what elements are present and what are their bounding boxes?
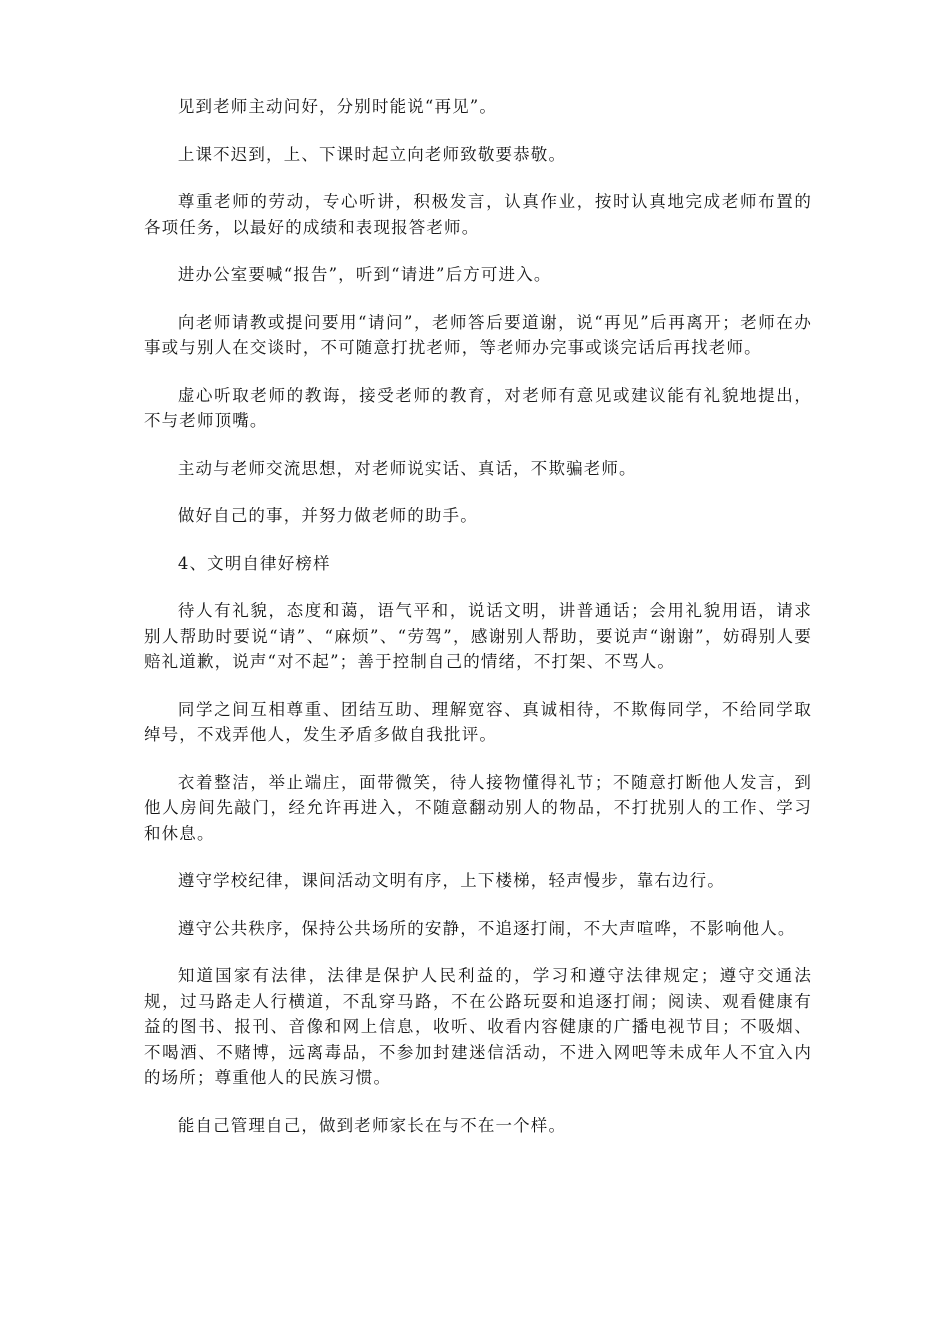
paragraph-communicate: 主动与老师交流思想，对老师说实话、真话，不欺骗老师。 bbox=[177, 458, 637, 478]
paragraph-asking-questions: 向老师请教或提问要用“请问”，老师答后要道谢，说“再见”后再离开；老师在办事或与别人在交谈时，不可随意打扰老师，等老师办完事或谈完话后再找老师。 bbox=[144, 312, 812, 357]
paragraph-law: 知道国家有法律，法律是保护人民利益的，学习和遵守法律规定；遵守交通法规，过马路走人行横道，不乱穿马路，不在公路玩耍和追逐打闹；阅读、观看健康有益的图书、报刊、音像和网上信息，收听、收看内容健康的广播电视节目；不吸烟、不喝酒、不赌博，远离毒品，不参加封建迷信活动，不进入网吧等未成年人不宜入内的场所；尊重他人的民族习惯。 bbox=[144, 966, 812, 1087]
paragraph-be-helper: 做好自己的事，并努力做老师的助手。 bbox=[177, 506, 478, 525]
paragraph-school-discipline: 遵守学校纪律，课间活动文明有序，上下楼梯，轻声慢步，靠右边行。 bbox=[177, 871, 725, 890]
paragraph-respect-work: 尊重老师的劳动，专心听讲，积极发言，认真作业，按时认真地完成老师布置的各项任务，以最好的成绩和表现报答老师。 bbox=[144, 192, 812, 237]
paragraph-classmates: 同学之间互相尊重、团结互助、理解宽容、真诚相待，不欺侮同学，不给同学取绰号，不戏弄他人，发生矛盾多做自我批评。 bbox=[144, 699, 812, 744]
paragraph-office-entry: 进办公室要喊“报告”，听到“请进”后方可进入。 bbox=[177, 265, 552, 284]
document-body bbox=[144, 94, 812, 1160]
paragraph-self-management: 能自己管理自己，做到老师家长在与不在一个样。 bbox=[177, 1115, 567, 1135]
paragraph-public-order: 遵守公共秩序，保持公共场所的安静，不追逐打闹，不大声喧哗，不影响他人。 bbox=[177, 918, 796, 938]
section-heading: 4、文明自律好榜样 bbox=[177, 553, 331, 573]
paragraph-punctuality: 上课不迟到，上、下课时起立向老师致敬要恭敬。 bbox=[177, 144, 567, 164]
paragraph-manners: 衣着整洁，举止端庄，面带微笑，待人接物懂得礼节；不随意打断他人发言，到他人房间先敲门，经允许再进入，不随意翻动别人的物品，不打扰别人的工作、学习和休息。 bbox=[144, 772, 812, 843]
paragraph-greet-teacher: 见到老师主动问好，分别时能说“再见”。 bbox=[177, 97, 498, 116]
paragraph-politeness: 待人有礼貌，态度和蔼，语气平和，说话文明，讲普通话；会用礼貌用语，请求别人帮助时要说“请”、“麻烦”、“劳驾”，感谢别人帮助，要说声“谢谢”，妨碍别人要赔礼道歉，说声“对不起”；善于控制自己的情绪，不打架、不骂人。 bbox=[144, 601, 812, 671]
paragraph-accept-teaching: 虚心听取老师的教诲，接受老师的教育，对老师有意见或建议能有礼貌地提出，不与老师顶嘴。 bbox=[144, 385, 812, 430]
